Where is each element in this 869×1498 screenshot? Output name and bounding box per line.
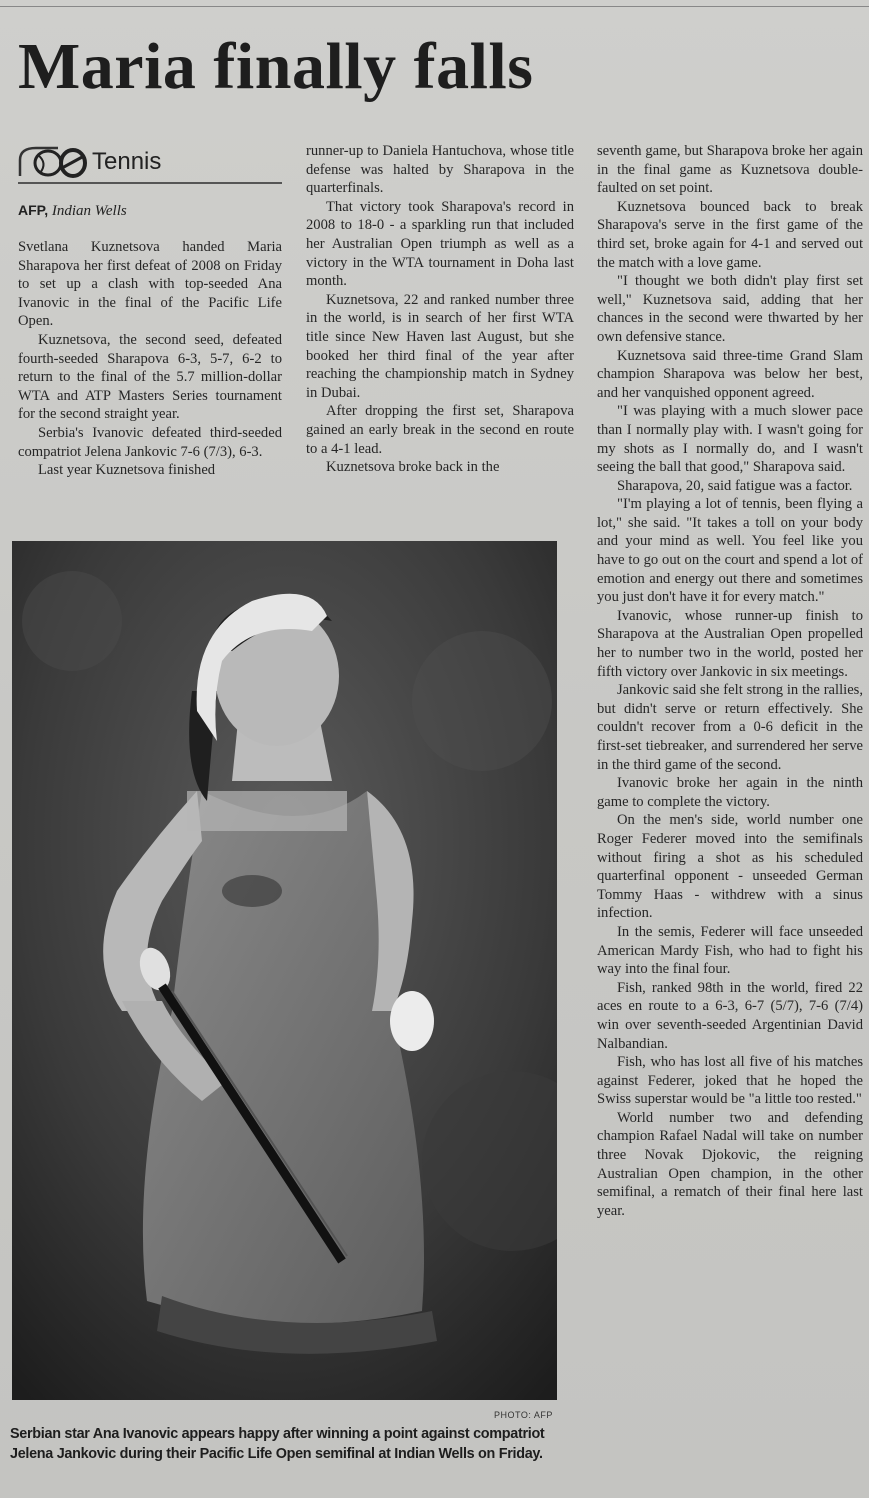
byline-place: Indian Wells [51, 203, 127, 219]
article-column-1 [18, 238, 282, 480]
paragraph: Svetlana Kuznetsova handed Maria Sharapova her first defeat of 2008 on Friday to set up a clash with top-seeded Ana Ivanovic in the final of the Pacific Life Open. [18, 239, 282, 330]
paragraph: Fish, who has lost all five of his matches against Federer, joked that he hoped the Swiss superstar would be "a little too rested." [597, 1054, 863, 1108]
article-column-3 [597, 142, 863, 1220]
photo-player-illustration [12, 541, 557, 1400]
paragraph: Fish, ranked 98th in the world, fired 22 aces en route to a 6-3, 6-7 (5/7), 7-6 (7/4) win over seventh-seeded Argentinian David Nalbandian. [597, 979, 863, 1052]
top-edge-rule [0, 0, 869, 7]
paragraph: Last year Kuznetsova finished [38, 462, 216, 479]
paragraph: Kuznetsova said three-time Grand Slam champion Sharapova was below her best, and her vanquished opponent agreed. [597, 347, 863, 401]
paragraph: Sharapova, 20, said fatigue was a factor. [617, 477, 853, 494]
paragraph: On the men's side, world number one Roger Federer moved into the semifinals without firing a shot as his scheduled quarterfinal opponent - unseeded German Tommy Haas - withdrew with a sinus infection. [597, 812, 863, 922]
paragraph: Ivanovic broke her again in the ninth game to complete the victory. [597, 775, 863, 810]
paragraph: Jankovic said she felt strong in the rallies, but didn't serve or return effectively. She couldn't recover from a 0-6 deficit in the first-set tiebreaker, and surrendered her serve in the third game of the second. [597, 682, 863, 773]
section-label: Tennis [92, 148, 162, 175]
photo-credit: PHOTO: AFP [494, 1410, 553, 1420]
byline [18, 202, 127, 220]
paragraph: Kuznetsova bounced back to break Sharapova's serve in the first game of the third set, broke again for 4-1 and served out the match with a love game. [597, 198, 863, 271]
paragraph-continued: seventh game, but Sharapova broke her again in the final game as Kuznetsova double-faulted on set point. [597, 143, 863, 197]
article-column-2 [306, 142, 574, 477]
paragraph: Serbia's Ivanovic defeated third-seeded compatriot Jelena Jankovic 7-6 (7/3), 6-3. [18, 424, 282, 460]
paragraph: That victory took Sharapova's record in 2008 to 18-0 - a sparkling run that included her Australian Open triumph as well as a victory in the WTA tournament in Doha last month. [306, 198, 574, 290]
paragraph: After dropping the first set, Sharapova gained an early break in the second en route to a 4-1 lead. [306, 403, 574, 457]
tennis-racket-ball-icon [18, 146, 88, 178]
headline: Maria finally falls [18, 30, 534, 103]
paragraph: World number two and defending champion Rafael Nadal will take on number three Novak Djokovic, the reigning Australian Open champion, in the other semifinal, a rematch of their final here last year. [597, 1109, 863, 1219]
paragraph: Kuznetsova, 22 and ranked number three in the world, is in search of her first WTA title since New Haven last August, but she booked her third final of the year after reaching the championship match in Sydney in Dubai. [306, 291, 574, 401]
paragraph: "I was playing with a much slower pace than I normally play with. I wasn't going for my shots as I normally do, and I wasn't seeing the ball that good," Sharapova said. [597, 403, 863, 476]
byline-agency: AFP, [18, 202, 49, 218]
photo-caption: Serbian star Ana Ivanovic appears happy after winning a point against compatriot Jelena Jankovic during their Pacific Life Open semifinal at Indian Wells on Friday. [10, 1426, 545, 1462]
paragraph: In the semis, Federer will face unseeded American Mardy Fish, who had to fight his way into the final four. [597, 923, 863, 978]
paragraph: Kuznetsova, the second seed, defeated fourth-seeded Sharapova 6-3, 5-7, 6-2 to return to the final of the 5.7 million-dollar WTA and ATP Masters Series tournament for the second straight year. [18, 331, 282, 423]
paragraph: "I'm playing a lot of tennis, been flying a lot," she said. "It takes a toll on your body and your mind as well. You feel like you have to go out on the court and spend a lot of emotion and energy out there and sometimes you just don't have it for every match." [597, 496, 863, 606]
section-header [18, 144, 282, 184]
paragraph-continued: runner-up to Daniela Hantuchova, whose title defense was halted by Sharapova in the quarterfinals. [306, 143, 574, 197]
paragraph: Kuznetsova broke back in the [326, 459, 500, 476]
paragraph: Ivanovic, whose runner-up finish to Sharapova at the Australian Open propelled her to number two in the world, posted her fifth victory over Jankovic in six meetings. [597, 607, 863, 680]
news-photo [12, 541, 557, 1400]
paragraph: "I thought we both didn't play first set well," Kuznetsova said, adding that her chances in the second were thwarted by her own defensive stance. [597, 273, 863, 345]
